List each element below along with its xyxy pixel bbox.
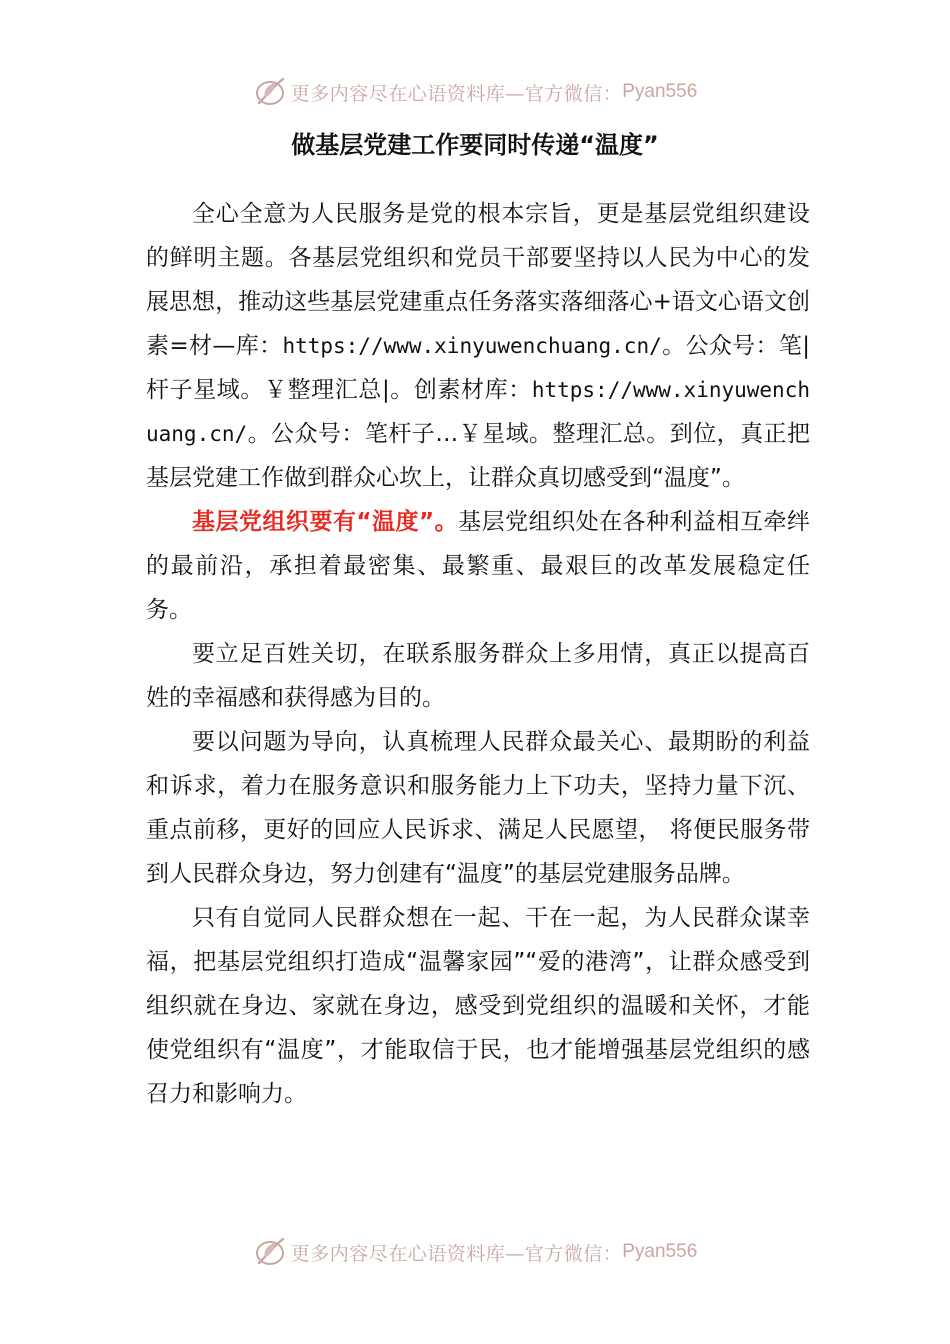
banner-wechat-id: Pyan556 (622, 81, 698, 102)
section-heading-red: 基层党组织要有“温度”。 (192, 509, 459, 535)
document-title: 做基层党建工作要同时传递“温度” (291, 131, 659, 159)
banner-text: 更多内容尽在心语资料库—官方微信： (290, 82, 623, 105)
paragraph-2 (146, 500, 810, 632)
paragraph-5: 只有自觉同人民群众想在一起、干在一起，为人民群众谋幸福，把基层党组织打造成“温馨家园”“爱的港湾”，让群众感受到组织就在身边、家就在身边，感受到党组织的温暖和关怀，才能使党组织有“温度”，才能取信于民，也才能增强基层党组织的感召力和影响力。 (146, 905, 810, 1107)
paragraph-1-url-2: https://www.xinyuwenchuang.cn/ (146, 378, 810, 446)
paragraph-4: 要以问题为导向，认真梳理人民群众最关心、最期盼的利益和诉求，着力在服务意识和服务能力上下功夫，坚持力量下沉、重点前移，更好的回应人民诉求、满足人民愿望， 将便民服务带到人民群众身边，努力创建有“温度”的基层党建服务品牌。 (146, 729, 810, 887)
feather-leaf-logo-icon (253, 1235, 287, 1269)
banner-wechat-id: Pyan556 (622, 1241, 698, 1262)
header-watermark-banner (0, 72, 950, 112)
paragraph-2-text: 基层党组织处在各种利益相互牵绊的最前沿，承担着最密集、最繁重、最艰巨的改革发展稳定任务。 (146, 509, 810, 623)
feather-leaf-logo-icon (253, 75, 287, 109)
paragraph-3: 要立足百姓关切，在联系服务群众上多用情，真正以提高百姓的幸福感和获得感为目的。 (146, 641, 810, 711)
paragraph-1-url-1: https://www.xinyuwenchuang.cn/ (282, 334, 662, 358)
paragraph-1-text-c: 。公众号：笔杆子…￥星域。整理汇总。到位，真正把基层党建工作做到群众心坎上，让群众真切感受到“温度”。 (146, 421, 810, 491)
paragraph-1 (146, 192, 810, 500)
document-body (146, 192, 810, 1116)
paragraph-1-text-a: 全心全意为人民服务是党的根本宗旨，更是基层党组织建设的鲜明主题。各基层党组织和党员干部要坚持以人民为中心的发展思想，推动这些基层党建重点任务落实落细落心+语文心语文创素=材—库： (146, 201, 810, 359)
footer-watermark-banner (0, 1232, 950, 1272)
banner-text: 更多内容尽在心语资料库—官方微信： (290, 1242, 623, 1265)
paragraph-1-text-b: 。公众号：笔|杆子星域。￥整理汇总|。创素材库： (146, 333, 810, 403)
